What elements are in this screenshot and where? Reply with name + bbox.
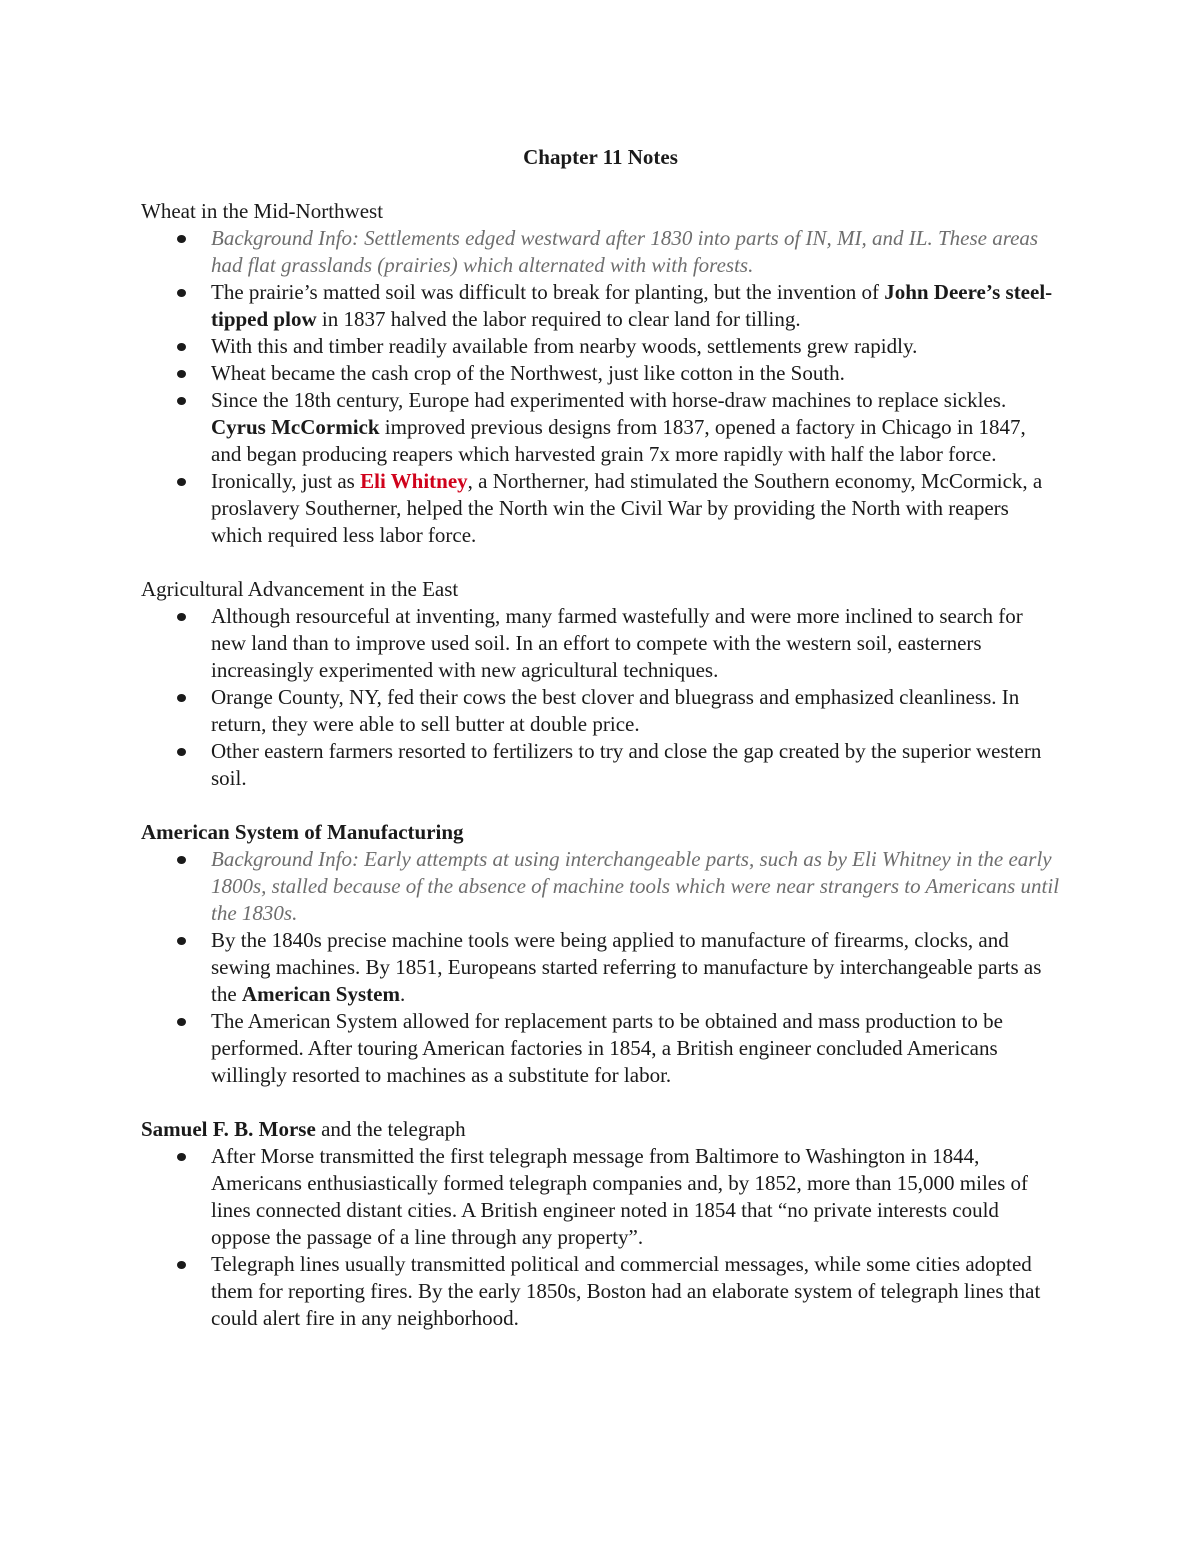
bullet-list	[141, 603, 1060, 792]
note-text: Background Info: Early attempts at using interchangeable parts, such as by Eli Whitney in the early 1800s, stalled because of the absence of machine tools which were near strangers to Americans until the 1830s.	[211, 847, 1060, 925]
note-text: improved previous designs from 1837, opened a factory in Chicago in 1847, and began producing reapers which harvested grain 7x more rapidly with half the labor force.	[211, 415, 1026, 466]
list-item	[211, 225, 1060, 279]
emphasized-term: Cyrus McCormick	[211, 415, 380, 439]
note-text: Other eastern farmers resorted to fertilizers to try and close the gap created by the superior western soil.	[211, 739, 1042, 790]
note-text: Orange County, NY, fed their cows the best clover and bluegrass and emphasized cleanliness. In return, they were able to sell butter at double price.	[211, 685, 1020, 736]
section-samuel-f-b-morse-and-the-telegraph	[141, 1116, 1060, 1332]
bullet-dot-icon	[177, 856, 186, 864]
note-text: The American System allowed for replacement parts to be obtained and mass production to be performed. After touring American factories in 1854, a British engineer concluded Americans willingly resorted to machines as a substitute for labor.	[211, 1009, 1003, 1087]
section-agricultural-advancement-in-the-east	[141, 576, 1060, 792]
bullet-dot-icon	[177, 478, 186, 486]
section-heading-text: Wheat in the Mid-Northwest	[141, 199, 384, 223]
document-title: Chapter 11 Notes	[523, 145, 678, 169]
note-text: After Morse transmitted the first telegraph message from Baltimore to Washington in 1844, Americans enthusiastically formed telegraph companies and, by 1852, more than 15,000 miles of lines connected distant cities. A British engineer noted in 1854 that “no private interests could oppose the passage of a line through any property”.	[211, 1144, 1029, 1249]
list-item	[211, 360, 1060, 387]
bullet-list	[141, 1143, 1060, 1332]
note-text: The prairie’s matted soil was difficult to break for planting, but the invention of	[211, 280, 885, 304]
bullet-dot-icon	[177, 397, 186, 405]
section-american-system-of-manufacturing	[141, 819, 1060, 1089]
list-item	[211, 1008, 1060, 1089]
list-item	[211, 333, 1060, 360]
note-text: Although resourceful at inventing, many farmed wastefully and were more inclined to search for new land than to improve used soil. In an effort to compete with the western soil, easterners increasingly experimented with new agricultural techniques.	[211, 604, 1023, 682]
bullet-list	[141, 846, 1060, 1089]
note-text: Background Info: Settlements edged westward after 1830 into parts of IN, MI, and IL. These areas had flat grasslands (prairies) which alternated with with forests.	[211, 226, 1039, 277]
list-item	[211, 927, 1060, 1008]
bullet-dot-icon	[177, 937, 186, 945]
bullet-dot-icon	[177, 1261, 186, 1269]
bullet-list	[141, 225, 1060, 549]
note-text: By the 1840s precise machine tools were being applied to manufacture of firearms, clocks, and sewing machines. By 1851, Europeans started referring to manufacture by interchangeable parts as the	[211, 928, 1042, 1006]
list-item	[211, 1251, 1060, 1332]
section-heading-bold: Samuel F. B. Morse	[141, 1117, 316, 1141]
list-item	[211, 684, 1060, 738]
list-item	[211, 468, 1060, 549]
section-heading	[141, 576, 1060, 603]
note-text: in 1837 halved the labor required to clear land for tilling.	[316, 307, 801, 331]
section-heading	[141, 1116, 1060, 1143]
list-item	[211, 846, 1060, 927]
highlighted-term: Eli Whitney	[360, 469, 468, 493]
emphasized-term: American System	[241, 982, 400, 1006]
note-text: , a Northerner, had stimulated the Southern economy, McCormick, a proslavery Southerner, helped the North win the Civil War by providing the North with reapers which required less labor force.	[211, 469, 1043, 547]
note-text: Since the 18th century, Europe had experimented with horse-draw machines to replace sickles.	[211, 388, 1007, 412]
list-item	[211, 279, 1060, 333]
section-wheat-in-the-mid-northwest	[141, 198, 1060, 549]
note-text: Telegraph lines usually transmitted political and commercial messages, while some cities adopted them for reporting fires. By the early 1850s, Boston had an elaborate system of telegraph lines that could alert fire in any neighborhood.	[211, 1252, 1041, 1330]
section-heading-text: Agricultural Advancement in the East	[141, 577, 459, 601]
bullet-dot-icon	[177, 1153, 186, 1161]
bullet-dot-icon	[177, 613, 186, 621]
note-text: Wheat became the cash crop of the Northwest, just like cotton in the South.	[211, 361, 845, 385]
bullet-dot-icon	[177, 748, 186, 756]
bullet-dot-icon	[177, 343, 186, 351]
bullet-dot-icon	[177, 1018, 186, 1026]
bullet-dot-icon	[177, 289, 186, 297]
note-text: .	[399, 982, 406, 1006]
note-text: With this and timber readily available from nearby woods, settlements grew rapidly.	[211, 334, 918, 358]
note-text: Ironically, just as	[211, 469, 361, 493]
list-item	[211, 387, 1060, 468]
section-heading	[141, 198, 1060, 225]
bullet-dot-icon	[177, 235, 186, 243]
list-item	[211, 1143, 1060, 1251]
section-heading-text: and the telegraph	[315, 1117, 466, 1141]
bullet-dot-icon	[177, 370, 186, 378]
list-item	[211, 738, 1060, 792]
list-item	[211, 603, 1060, 684]
section-heading-bold: American System of Manufacturing	[141, 820, 464, 844]
bullet-dot-icon	[177, 694, 186, 702]
emphasized-term: John Deere’s steel-tipped plow	[211, 280, 1053, 331]
section-heading	[141, 819, 1060, 846]
notes-body	[141, 198, 1060, 1332]
